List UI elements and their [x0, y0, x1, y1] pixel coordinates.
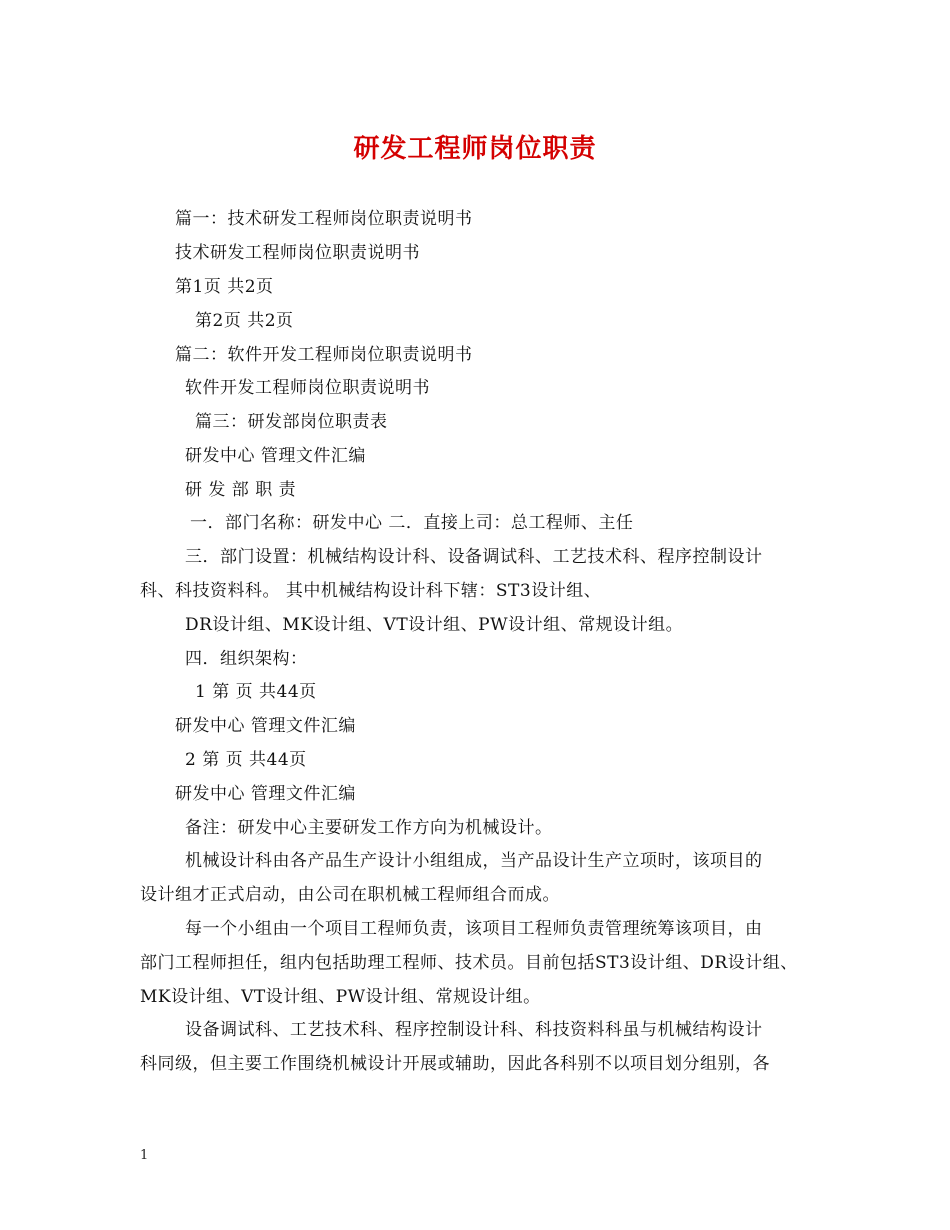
text-line: 研发中心 管理文件汇编 — [185, 446, 366, 466]
page-number: 1 — [140, 1148, 149, 1163]
text-line: 软件开发工程师岗位职责说明书 — [185, 378, 430, 398]
text-line: 部门工程师担任，组内包括助理工程师、技术员。目前包括ST3设计组、DR设计组、 — [140, 953, 798, 973]
text-line: MK设计组、VT设计组、PW设计组、常规设计组。 — [140, 987, 541, 1007]
text-line: 每一个小组由一个项目工程师负责，该项目工程师负责管理统筹该项目，由 — [185, 919, 763, 939]
text-line: 第1页 共2页 — [175, 277, 274, 297]
text-line: 篇二：软件开发工程师岗位职责说明书 — [175, 345, 473, 365]
text-line: 第2页 共2页 — [195, 311, 294, 331]
text-line: 设备调试科、工艺技术科、程序控制设计科、科技资料科虽与机械结构设计 — [185, 1020, 763, 1040]
text-line: 三．部门设置：机械结构设计科、设备调试科、工艺技术科、程序控制设计 — [185, 547, 763, 567]
text-line: 篇三：研发部岗位职责表 — [195, 412, 388, 432]
text-line: 设计组才正式启动，由公司在职机械工程师组合而成。 — [140, 885, 560, 905]
text-line: 篇一：技术研发工程师岗位职责说明书 — [175, 209, 473, 229]
text-line: 备注：研发中心主要研发工作方向为机械设计。 — [185, 818, 553, 838]
text-line: 1 第 页 共44页 — [195, 682, 317, 702]
text-line: 研发中心 管理文件汇编 — [175, 784, 356, 804]
text-line: 技术研发工程师岗位职责说明书 — [175, 243, 420, 263]
text-line: 四．组织架构： — [185, 649, 308, 669]
text-line: 一．部门名称：研发中心 二．直接上司：总工程师、主任 — [190, 513, 634, 533]
text-line: 科同级，但主要工作围绕机械设计开展或辅助，因此各科别不以项目划分组别，各 — [140, 1054, 770, 1074]
text-line: 科、科技资料科。 其中机械结构设计科下辖：ST3设计组、 — [140, 581, 602, 601]
page-title: 研发工程师岗位职责 — [353, 134, 597, 164]
text-line: 研 发 部 职 责 — [185, 480, 297, 500]
text-line: DR设计组、MK设计组、VT设计组、PW设计组、常规设计组。 — [185, 615, 684, 635]
text-line: 研发中心 管理文件汇编 — [175, 716, 356, 736]
text-line: 机械设计科由各产品生产设计小组组成，当产品设计生产立项时，该项目的 — [185, 851, 763, 871]
text-line: 2 第 页 共44页 — [185, 750, 307, 770]
